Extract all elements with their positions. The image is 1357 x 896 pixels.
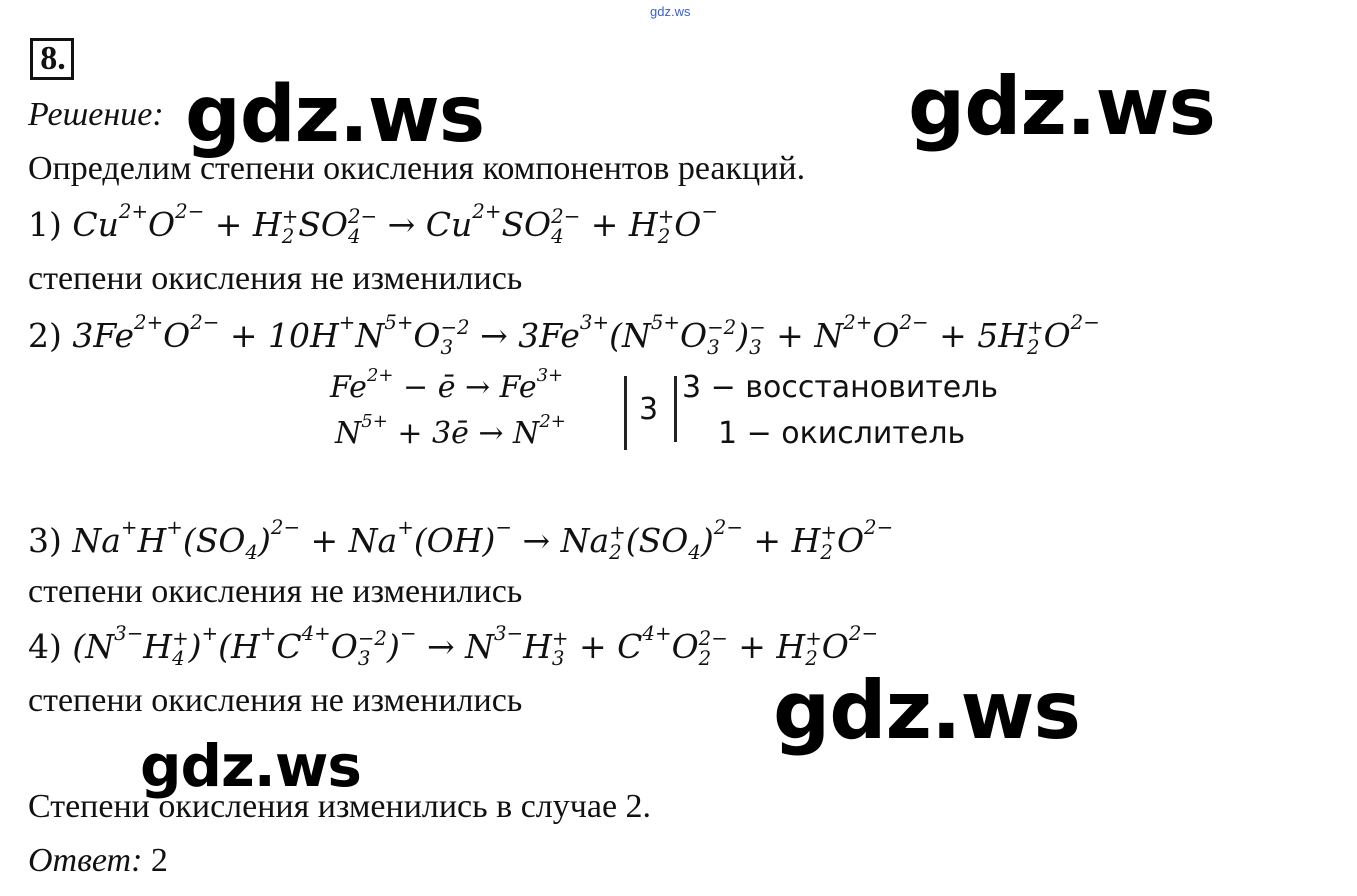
task-number-suffix: . — [57, 40, 66, 77]
balance-bar-left — [624, 376, 627, 450]
reaction-3: 3) $Na^+H^+(SO_4)^{2-} + Na^+(OH)^- \to Na$ + 2 $(SO_4)^{2-} + H$ + 2 $O^{2-}$ — [28, 516, 894, 564]
reaction-4: 4) ($N^{3-}H$ + 4 )$^+(H^+C^{4+}O$ −2 3 )$^- \to N^{3-}H$ + 3 + $C^{4+}O$ 2− 2 + H + 2 $O^{2-}$ — [28, 622, 879, 670]
reaction-3-note: степени окисления не изменились — [28, 573, 523, 610]
balance-reducer: 3 − восстановитель — [682, 370, 999, 405]
watermark: gdz.ws — [140, 732, 361, 800]
watermark: gdz.ws — [185, 70, 485, 160]
reaction-1-note: степени окисления не изменились — [28, 260, 523, 297]
reaction-3-index: 3) — [28, 521, 62, 560]
reaction-1: 1) $Cu^{2+}O^{2-} + H$ + 2 SO 2− 4 → $Cu^{2+}SO$ 2− 4 + H + 2 O− — [28, 200, 718, 248]
site-mark: gdz.ws — [650, 4, 691, 19]
balance-fe-line: $Fe^{2+}$ − ē → $Fe^{3+}$ — [330, 364, 564, 405]
reaction-2-index: 2) — [28, 316, 62, 355]
reaction-1-index: 1) — [28, 205, 62, 244]
watermark: gdz.ws — [773, 664, 1081, 757]
conclusion-text: Степени окисления изменились в случае 2. — [28, 788, 652, 825]
solution-label: Решение: — [28, 96, 164, 133]
intro-text: Определим степени окисления компонентов реакций. — [28, 150, 806, 187]
reaction-4-index: 4) — [28, 627, 62, 666]
reaction-4-note: степени окисления не изменились — [28, 682, 523, 719]
balance-oxidizer: 1 − окислитель — [718, 416, 966, 451]
answer-value: 2 — [150, 842, 168, 879]
answer-label: Ответ: — [28, 842, 143, 879]
task-number-box — [30, 38, 74, 80]
answer-line — [28, 842, 168, 880]
reaction-2: 2) $3Fe^{2+}O^{2-} + 10H^+N^{5+}O$ −2 3 → $3Fe^{3+}(N^{5+}O$ −2 3 ) − 3 + $N^{2+}O^{2-} + 5H$ + 2 $O^{2-}$ — [28, 311, 1100, 359]
task-number: 8 — [40, 40, 58, 77]
watermark: gdz.ws — [908, 60, 1216, 153]
balance-n-line: $N^{5+}$ + 3ē → $N^{2+}$ — [335, 410, 566, 451]
balance-lcm: 3 — [639, 392, 659, 427]
balance-bar-right — [674, 376, 677, 442]
